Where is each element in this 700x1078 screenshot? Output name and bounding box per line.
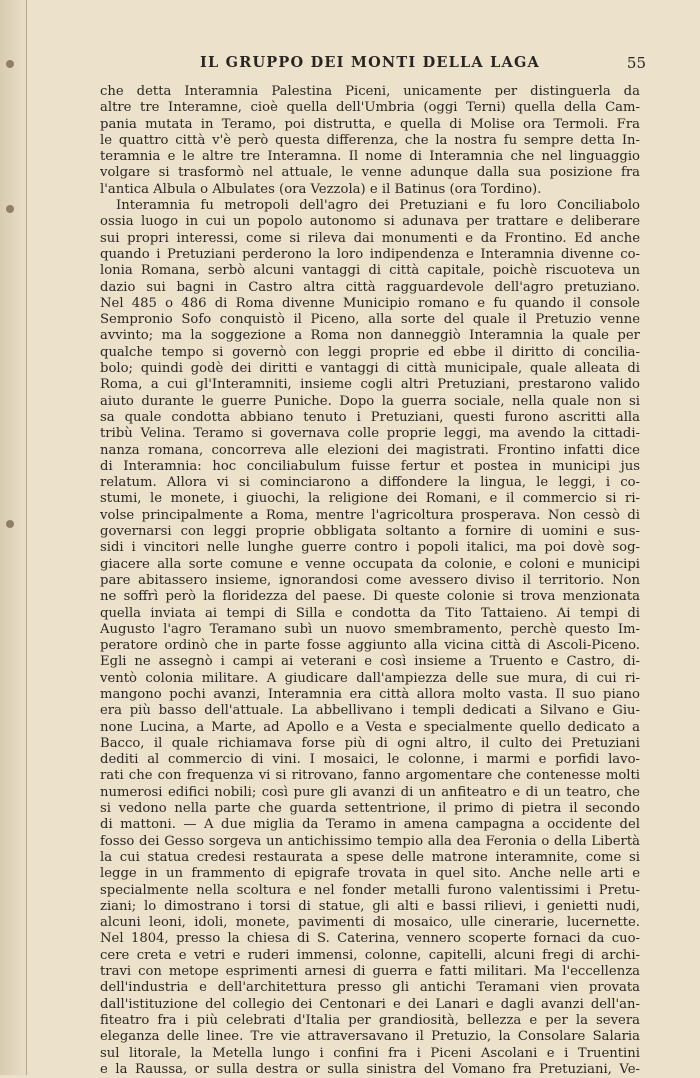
text-line: fosso dei Gesso sorgeva un antichissimo tempio alla dea Feronia o della Libertà	[100, 833, 640, 849]
text-line: sa quale condotta abbiano tenuto i Pretuziani, questi furono ascritti alla	[100, 409, 640, 425]
text-line: volse principalmente a Roma, mentre l'agricoltura prosperava. Non cessò di	[100, 507, 640, 523]
text-line: numerosi edifici nobili; così pure gli avanzi di un anfiteatro e di un teatro, che	[100, 784, 640, 800]
book-page	[100, 54, 646, 1078]
text-line: ventò colonia militare. A giudicare dall'ampiezza delle sue mura, di cui ri-	[100, 670, 640, 686]
text-line: pania mutata in Teramo, poi distrutta, e quella di Molise ora Termoli. Fra	[100, 116, 640, 132]
text-line: lonia Romana, serbò alcuni vantaggi di città capitale, poichè riscuoteva un	[100, 263, 640, 279]
text-line: di Interamnia: hoc conciliabulum fuisse fertur et postea in municipi jus	[100, 458, 640, 474]
text-line: e la Raussa, or sulla destra or sulla sinistra del Vomano fra Pretuziani, Ve-	[100, 1061, 640, 1077]
text-line: alcuni leoni, idoli, monete, pavimenti di mosaico, ulle cinerarie, lucernette.	[100, 915, 640, 931]
text-line: ossia luogo in cui un popolo autonomo si adunava per trattare e deliberare	[100, 214, 640, 230]
text-line: fiteatro fra i più celebrati d'Italia per grandiosità, bellezza e per la severa	[100, 1012, 640, 1028]
body-text	[100, 84, 640, 1078]
text-line: dall'istituzione del collegio dei Centonari e dei Lanari e dagli avanzi dell'an-	[100, 996, 640, 1012]
text-line: quando i Pretuziani perderono la loro indipendenza e Interamnia divenne co-	[100, 246, 640, 262]
text-line: qualche tempo si governò con leggi proprie ed ebbe il diritto di concilia-	[100, 344, 640, 360]
text-line: le quattro città v'è però questa differenza, che la nostra fu sempre detta In-	[100, 132, 640, 148]
running-head: IL GRUPPO DEI MONTI DELLA LAGA	[200, 54, 540, 71]
text-line: teramnia e le altre tre Interamna. Il nome di Interamnia che nel linguaggio	[100, 149, 640, 165]
text-line: ne soffrì però la floridezza del paese. Di queste colonie si trova menzionata	[100, 589, 640, 605]
text-line: Interamnia fu metropoli dell'agro dei Pretuziani e fu loro Conciliabolo	[116, 198, 640, 214]
text-line: l'antica Albula o Albulates (ora Vezzola) e il Batinus (ora Tordino).	[100, 181, 542, 197]
text-line: che detta Interamnia Palestina Piceni, unicamente per distinguerla da	[100, 84, 640, 99]
text-line: cere creta e vetri e ruderi immensi, colonne, capitelli, alcuni fregi di archi-	[100, 947, 640, 963]
text-line: Sempronio Sofo conquistò il Piceno, alla sorte del quale il Pretuzio venne	[100, 312, 640, 328]
text-line: altre tre Interamne, cioè quella dell'Umbria (oggi Terni) quella della Cam-	[100, 100, 640, 116]
text-line: Augusto l'agro Teramano subì un nuovo smembramento, perchè questo Im-	[100, 621, 640, 637]
text-line: relatum. Allora vi si cominciarono a diffondere la lingua, le leggi, i co-	[100, 475, 640, 491]
text-line: Egli ne assegnò i campi ai veterani e così insieme a Truento e Castro, di-	[100, 654, 640, 670]
text-line: Roma, a cui gl'Interamniti, insieme cogli altri Pretuziani, prestarono valido	[100, 377, 640, 393]
page-header	[100, 54, 646, 78]
text-line: pare abitassero insieme, ignorandosi come avessero diviso il territorio. Non	[100, 572, 640, 588]
text-line: ziani; lo dimostrano i torsi di statue, gli alti e bassi rilievi, i genietti nudi,	[100, 898, 640, 914]
text-line: travi con metope esprimenti arnesi di guerra e fatti militari. Ma l'eccellenza	[100, 964, 640, 980]
text-line: bolo; quindi godè dei diritti e vantaggi di città municipale, quale alleata di	[100, 361, 640, 377]
text-line: era più basso dell'attuale. La abbellivano i templi dedicati a Silvano e Giu-	[100, 703, 640, 719]
text-line: volgare si trasformò nel attuale, le venne adunque dalla sua posizione fra	[100, 165, 640, 181]
text-line: rati che con frequenza vi si ritrovano, fanno argomentare che contenesse molti	[100, 768, 640, 784]
text-line: sidi i vincitori nelle lunghe guerre contro i popoli italici, ma poi dovè sog-	[100, 540, 640, 556]
text-line: governarsi con leggi proprie obbligata soltanto a fornire di uomini e sus-	[100, 524, 640, 540]
text-line: tribù Velina. Teramo si governava colle proprie leggi, ma avendo la cittadi-	[100, 426, 640, 442]
text-line: aiuto durante le guerre Puniche. Dopo la guerra sociale, nella quale non si	[100, 393, 640, 409]
text-line: Bacco, il quale richiamava forse più di ogni altro, il culto dei Pretuziani	[100, 735, 640, 751]
text-line: dazio sui bagni in Castro altra città ragguardevole dell'agro pretuziano.	[100, 279, 640, 295]
text-line: peratore ordinò che in parte fosse aggiunto alla vicina città di Ascoli-Piceno.	[100, 638, 640, 654]
binding-hole	[6, 520, 14, 528]
text-line: giacere alla sorte comune e venne occupata da colonie, e coloni e municipi	[100, 556, 640, 572]
text-line: legge in un frammento di epigrafe trovata in quel sito. Anche nelle arti e	[100, 866, 640, 882]
text-line: none Lucina, a Marte, ad Apollo e a Vesta e specialmente quello dedicato a	[100, 719, 640, 735]
text-line: si vedono nella parte che guarda settentrione, il primo di pietra il secondo	[100, 801, 640, 817]
page-edge	[26, 0, 27, 1075]
binding-hole	[6, 60, 14, 68]
text-line: quella inviata ai tempi di Silla e condotta da Tito Tattaieno. Ai tempi di	[100, 605, 640, 621]
text-line: di mattoni. — A due miglia da Teramo in amena campagna a occidente del	[100, 817, 640, 833]
text-line: Nel 1804, presso la chiesa di S. Caterina, vennero scoperte fornaci da cuo-	[100, 931, 640, 947]
binding-hole	[6, 205, 14, 213]
text-line: eleganza delle linee. Tre vie attraversavano il Pretuzio, la Consolare Salaria	[100, 1029, 640, 1045]
text-line: dell'industria e dell'architettura presso gli antichi Teramani vien provata	[100, 980, 640, 996]
text-line: dediti al commercio di vini. I mosaici, le colonne, i marmi e porfidi lavo-	[100, 752, 640, 768]
page-number: 55	[626, 54, 646, 72]
text-line: sui propri interessi, come si rileva dai monumenti e da Frontino. Ed anche	[100, 230, 640, 246]
text-line: stumi, le monete, i giuochi, la religione dei Romani, e il commercio si ri-	[100, 491, 640, 507]
text-line: Nel 485 o 486 di Roma divenne Municipio romano e fu quando il console	[100, 295, 640, 311]
text-line: specialmente nella scoltura e nel fonder metalli furono valentissimi i Pretu-	[100, 882, 640, 898]
text-line: la cui statua credesi restaurata a spese delle matrone interamnite, come si	[100, 849, 640, 865]
text-line: nanza romana, concorreva alle elezioni dei magistrati. Frontino infatti dice	[100, 442, 640, 458]
text-line: avvinto; ma la soggezione a Roma non danneggiò Interamnia la quale per	[100, 328, 640, 344]
text-line: sul litorale, la Metella lungo i confini fra i Piceni Ascolani e i Truentini	[100, 1045, 640, 1061]
text-line: mangono pochi avanzi, Interamnia era città allora molto vasta. Il suo piano	[100, 686, 640, 702]
